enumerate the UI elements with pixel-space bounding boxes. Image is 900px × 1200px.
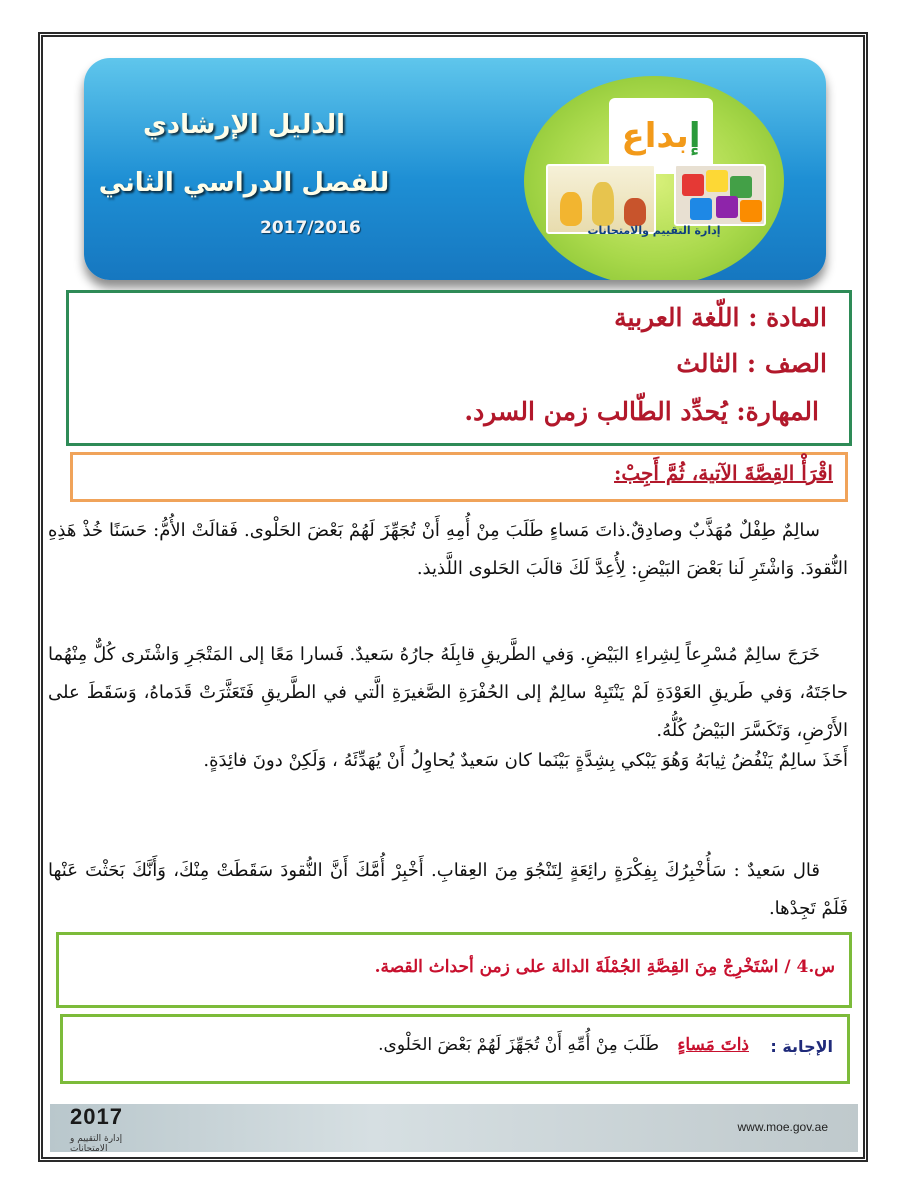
footer-year: 2017 [70, 1104, 123, 1129]
logo-letter-main: بداع [621, 116, 689, 156]
flask-icon [560, 192, 582, 226]
block-icon [706, 170, 728, 192]
story-paragraph: سالِمٌ طِفْلٌ مُهَذَّبٌ وصادِقٌ.ذاتَ مَساءٍ طَلَبَ مِنْ أُمِهِ أَنْ تُجَهِّزَ لَهُمْ بَعْضَ الحَلْوى. فَقالَتْ الأُمُّ: حَسَنًا خُذْ هَذِهِ النُّقودَ. وَاشْتَرِ لَنا بَعْضَ البَيْضِ: لِأُعِدَّ لَكَ قالَبَ الحَلوى اللَّذيذ. [48, 520, 848, 579]
grade-line: الصف : الثالث [676, 349, 827, 378]
block-icon [682, 174, 704, 196]
answer-box [60, 1014, 850, 1084]
footer-logo [58, 1104, 198, 1152]
answer-text: طَلَبَ مِنْ أُمِّهِ أَنْ تُجَهِّزَ لَهُمْ بَعْضَ الحَلْوى. [378, 1035, 659, 1055]
ministry-website-link[interactable]: www.moe.gov.ae [737, 1120, 828, 1134]
block-icon [730, 176, 752, 198]
block-icon [716, 196, 738, 218]
subject-info-box [66, 290, 852, 446]
answer-label: الإجابة : [770, 1037, 833, 1056]
number-blocks-image [674, 164, 766, 226]
subject-line: المادة : اللّغة العربية [614, 303, 827, 332]
semester-title: للفصل الدراسي الثاني [98, 168, 390, 198]
footer-caption: إدارة التقييم و الامتحانات [70, 1134, 123, 1154]
question-text: س.4 / اسْتَخْرِجْ مِنَ القِصَّةِ الجُمْلَةَ الدالة على زمن أحداث القصة. [374, 957, 835, 977]
block-icon [690, 198, 712, 220]
instruction-text: اقْرَأْ القِصَّةَ الآتية، ثُمَّ أَجِبْ: [614, 461, 833, 485]
skill-line: المهارة: يُحدِّد الطّالب زمن السرد. [464, 397, 819, 426]
ibdaa-logo [609, 98, 713, 174]
story-paragraph: أَخَذَ سالِمٌ يَنْفُضُ ثِيابَهُ وَهُوَ يَبْكي بِشِدَّةٍ بَيْنَما كان سَعيدٌ يُحاوِلُ أَنْ يُهَدِّئَهُ ، وَلَكِنْ دونَ فائِدَةٍ. [203, 750, 848, 771]
academic-year: 2017/2016 [260, 218, 361, 238]
flask-icon [624, 198, 646, 226]
header-banner [84, 58, 826, 280]
guide-title: الدليل الإرشادي [142, 110, 346, 140]
question-box [56, 932, 852, 1008]
footer-bar [50, 1104, 858, 1152]
story-paragraph: قال سَعيدٌ : سَأُخْبِرُكَ بِفِكْرَةٍ رائِعَةٍ لِتَنْجُوَ مِنَ العِقابِ. أَخْبِرْ أُمَّكَ أَنَّ النُّقودَ سَقَطَتْ مِنْكَ، وَأَنَّكَ بَحَثْتَ عَنْها فَلَمْ تَجِدْها. [48, 860, 848, 919]
answer-highlight: ذاتَ مَساءٍ [677, 1035, 749, 1055]
flask-icon [592, 182, 614, 226]
logo-letter-accent: إ [688, 116, 701, 156]
instruction-box [70, 452, 848, 502]
story-paragraph: خَرَجَ سالِمٌ مُسْرِعاً لِشِراءِ البَيْضِ. وَفي الطَّريقِ قابِلَهُ جارُهُ سَعيدٌ. فَسارا مَعًا إلى المَتْجَرِ وَاشْتَرى كُلٌّ مِنْهُما حاجَتَهُ، وَفي طَريقِ العَوْدَةِ لَمْ يَنْتَبِهْ سالِمٌ إلى الحُفْرَةِ الصَّغيرَةِ الَّتي في الطَّريقِ فَتَعَثَّرَتْ قَدَماهُ، وَسَقَطَ على الأَرْضِ، وَتَكَسَّرَ البَيْضُ كُلُّهُ. [48, 644, 848, 741]
ministry-dept-caption: إدارة التقييم والامتحانات [587, 224, 721, 237]
block-icon [740, 200, 762, 222]
